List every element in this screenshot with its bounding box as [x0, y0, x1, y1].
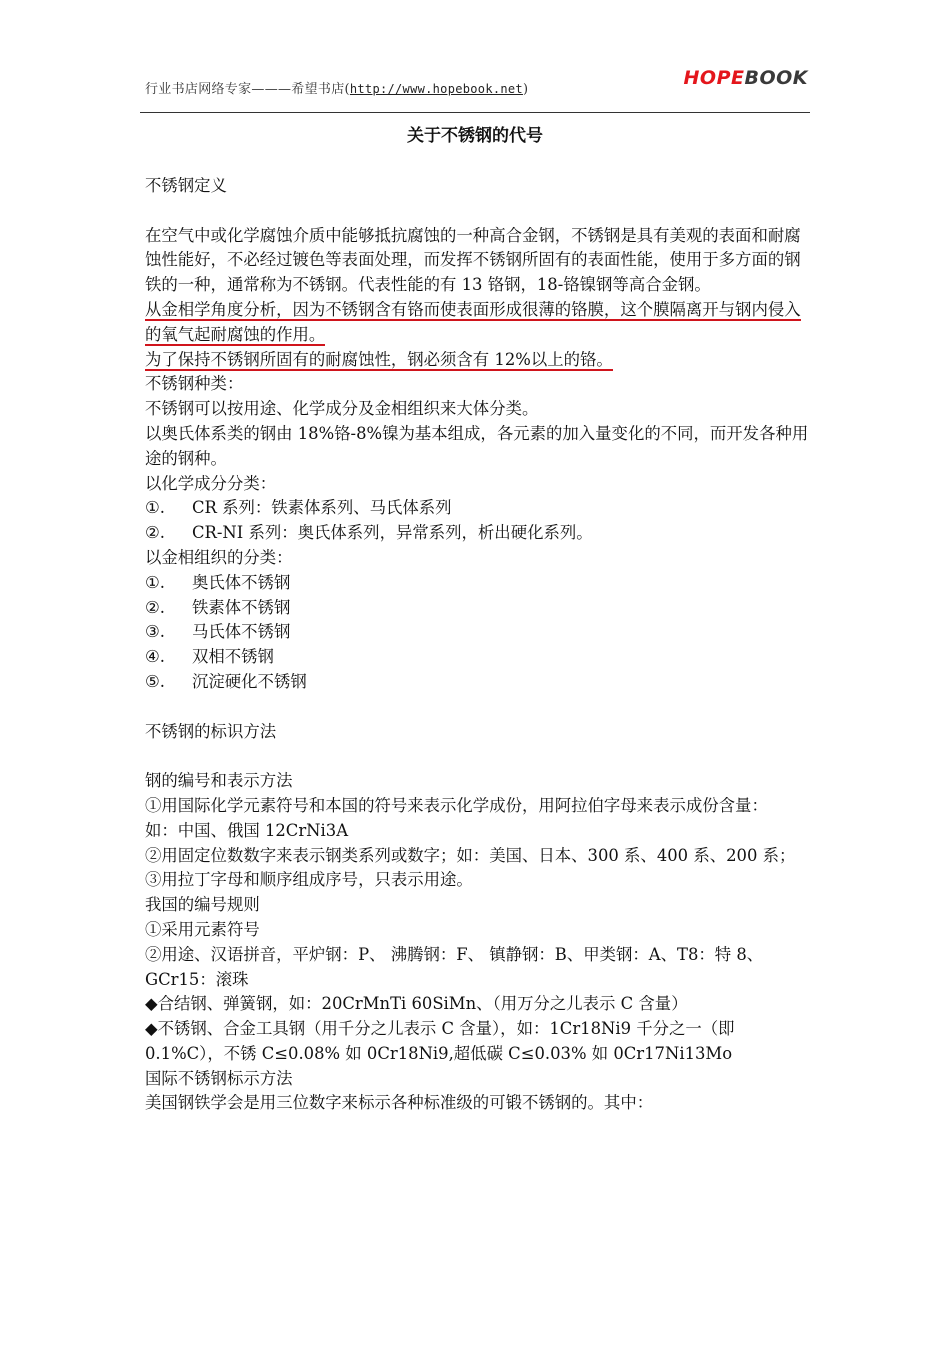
- list-item: [145, 620, 810, 645]
- header-close-paren: ): [522, 82, 529, 97]
- marking-line: 我国的编号规则: [145, 895, 260, 915]
- marking-line: ◆不锈钢、合金工具钢（用千分之儿表示 C 含量），如：1Cr18Ni9 千分之一（即 0.1%C），不锈 C≤0.08% 如 0Cr18Ni9,超低碳 C≤0.03% 如 0Cr17Ni13Mo: [145, 1019, 735, 1063]
- spacer: [145, 199, 810, 224]
- list-item: [145, 670, 810, 695]
- types-line-1: 不锈钢可以按用途、化学成分及金相组织来大体分类。: [145, 399, 539, 419]
- marking-line: GCr15：滚珠: [145, 969, 249, 989]
- hopebook-logo: [684, 67, 808, 89]
- list-text: 沉淀硬化不锈钢: [192, 671, 307, 691]
- marking-line: ②用途、汉语拼音，平炉钢：P、 沸腾钢：F、 镇静钢：B、甲类钢：A、T8：特 8、: [145, 944, 764, 964]
- spacer: [145, 695, 810, 720]
- highlight-paragraph-1: [145, 298, 810, 348]
- page-title: 关于不锈钢的代号: [407, 126, 543, 146]
- header-divider: [140, 112, 810, 113]
- header-url-link[interactable]: http://www.hopebook.net: [349, 82, 523, 96]
- spacer: [145, 744, 810, 769]
- definition-heading: 不锈钢定义: [145, 176, 227, 195]
- marking-line: 美国钢铁学会是用三位数字来标示各种标准级的可锻不锈钢的。其中：: [145, 1093, 654, 1113]
- list-number: ②.: [145, 597, 165, 617]
- logo-hope: HOPE: [683, 67, 745, 89]
- marking-line: 如：中国、俄国 12CrNi3A: [145, 820, 349, 840]
- list-item: [145, 645, 810, 670]
- logo-book: BOOK: [744, 67, 808, 89]
- highlight-paragraph-2: [145, 348, 810, 373]
- highlight-text-1: 从金相学角度分析，因为不锈钢含有铬而使表面形成很薄的铬膜，这个膜隔离开与钢内侵入的氧气起耐腐蚀的作用。: [145, 299, 801, 344]
- chem-heading: 以化学成分分类：: [145, 473, 277, 493]
- list-number: ⑤.: [145, 671, 165, 691]
- list-number: ③.: [145, 622, 165, 642]
- marking-line: ③用拉丁字母和顺序组成序号，只表示用途。: [145, 870, 473, 890]
- types-line-2: 以奥氏体系类的钢由 18%铬-8%镍为基本组成，各元素的加入量变化的不同，而开发各种用途的钢种。: [145, 423, 809, 468]
- marking-subheading: 钢的编号和表示方法: [145, 771, 293, 791]
- types-heading: 不锈钢种类：: [145, 374, 244, 394]
- marking-line: ①采用元素符号: [145, 919, 260, 939]
- list-number: ②.: [145, 523, 165, 543]
- marking-line: ②用固定位数数字来表示钢类系列或数字；如：美国、日本、300 系、400 系、200 系；: [145, 845, 796, 865]
- page-header: [145, 64, 808, 112]
- marking-line: ①用国际化学元素符号和本国的符号来表示化学成份，用阿拉伯字母来表示成份含量：: [145, 795, 768, 815]
- list-item: [145, 521, 810, 546]
- marking-line: ◆合结钢、弹簧钢，如：20CrMnTi 60SiMn、（用万分之儿表示 C 含量）: [145, 994, 688, 1014]
- definition-paragraph: 在空气中或化学腐蚀介质中能够抵抗腐蚀的一种高合金钢，不锈钢是具有美观的表面和耐腐蚀性能好，不必经过镀色等表面处理，而发挥不锈钢所固有的表面性能，使用于多方面的钢铁的一种，通常称为不锈钢。代表性能的有 13 铬钢，18-铬镍钢等高合金钢。: [145, 225, 801, 295]
- highlight-text-2: 为了保持不锈钢所固有的耐腐蚀性，钢必须含有 12%以上的铬。: [145, 349, 613, 369]
- list-text: 奥氏体不锈钢: [192, 572, 291, 592]
- list-text: CR-NI 系列：奥氏体系列，异常系列，析出硬化系列。: [192, 523, 593, 543]
- header-left-text: 行业书店网络专家———希望书店(: [145, 82, 350, 97]
- list-number: ①.: [145, 498, 165, 518]
- list-number: ①.: [145, 572, 165, 592]
- list-number: ④.: [145, 647, 165, 667]
- metal-heading: 以金相组织的分类：: [145, 547, 293, 567]
- list-item: [145, 571, 810, 596]
- document-body: [145, 174, 810, 1116]
- list-item: [145, 596, 810, 621]
- list-text: CR 系列：铁素体系列、马氏体系列: [192, 498, 452, 518]
- list-text: 双相不锈钢: [192, 647, 274, 667]
- list-text: 马氏体不锈钢: [192, 622, 291, 642]
- header-text: [145, 78, 528, 97]
- marking-heading: 不锈钢的标识方法: [145, 721, 277, 741]
- marking-line: 国际不锈钢标示方法: [145, 1068, 293, 1088]
- list-item: [145, 496, 810, 521]
- list-text: 铁素体不锈钢: [192, 597, 291, 617]
